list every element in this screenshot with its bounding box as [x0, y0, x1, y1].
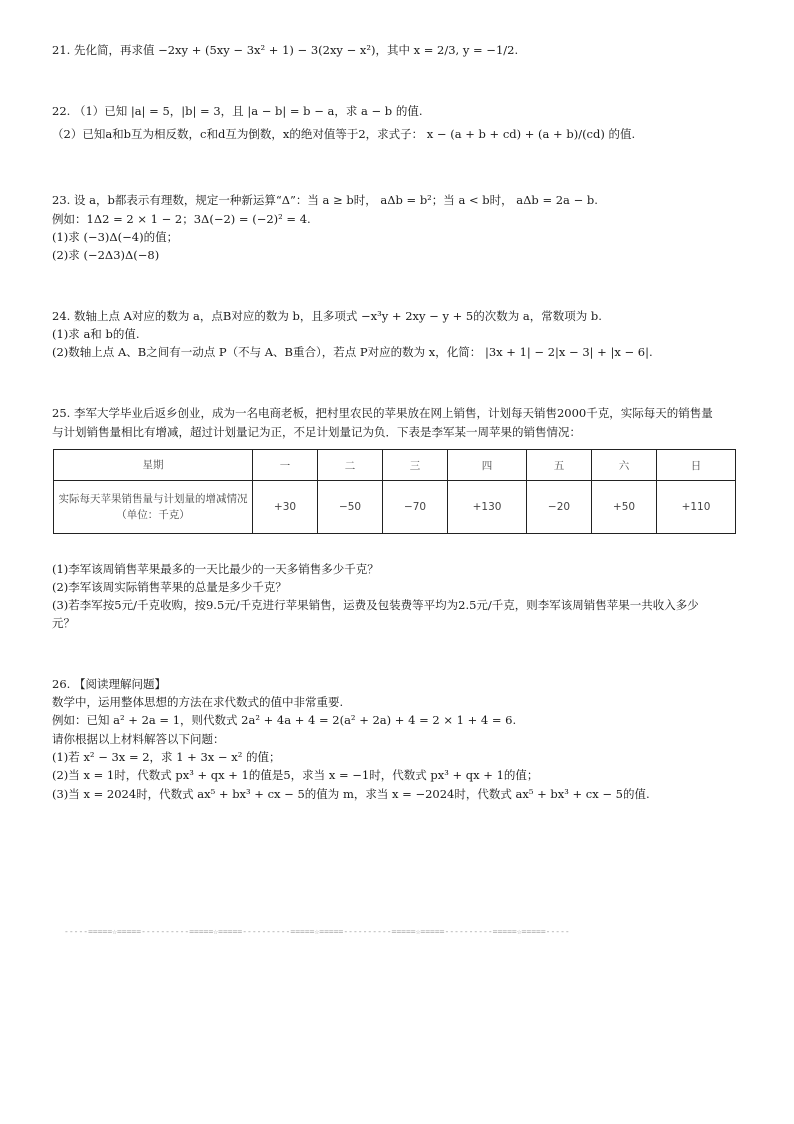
question-21: 21. 先化简，再求值 −2xy + (5xy − 3x² + 1) − 3(2xy − x²)，其中 x = 2/3, y = −1/2. [52, 43, 519, 57]
table-value-cell: +50 [592, 481, 657, 534]
question-23-example: 例如：1Δ2 = 2 × 1 − 2；3Δ(−2) = (−2)² = 4. [52, 212, 311, 226]
sales-table-header-row [54, 450, 736, 481]
question-26-title: 26. 【阅读理解问题】 [52, 677, 166, 691]
question-25-sub-2: (2)李军该周实际销售苹果的总量是多少千克？ [52, 580, 287, 594]
question-24-sub-2: (2)数轴上点 A、B之间有一动点 P（不与 A、B重合），若点 P对应的数为 x，化简： |3x + 1| − 2|x − 3| + |x − 6|. [52, 345, 653, 359]
question-25-intro-line-2: 与计划销售量相比有增减，超过计划量记为正，不足计划量记为负．下表是李军某一周苹果的销售情况： [52, 425, 581, 439]
question-25-intro-line-1: 25. 李军大学毕业后返乡创业，成为一名电商老板，把村里农民的苹果放在网上销售，计划每天销售2000千克，实际每天的销售量 [52, 406, 713, 420]
table-day-cell: 日 [657, 450, 736, 481]
sales-table-value-row [54, 481, 736, 534]
question-24-intro: 24. 数轴上点 A对应的数为 a，点B对应的数为 b，且多项式 −x³y + 2xy − y + 5的次数为 a，常数项为 b. [52, 309, 602, 323]
table-value-cell: −70 [383, 481, 448, 534]
question-25-sub-1: (1)李军该周销售苹果最多的一天比最少的一天多销售多少千克？ [52, 562, 379, 576]
question-23-intro: 23. 设 a，b都表示有理数，规定一种新运算“Δ”：当 a ≥ b时， aΔb = b²；当 a < b时， aΔb = 2a − b. [52, 193, 598, 207]
table-value-cell: −50 [318, 481, 383, 534]
table-value-cell: +30 [253, 481, 318, 534]
question-24-sub-1: (1)求 a和 b的值. [52, 327, 140, 341]
question-26-prompt: 请你根据以上材料解答以下问题： [52, 732, 225, 746]
table-header-label: 星期 [54, 450, 253, 481]
question-22-part-1: 22. （1）已知 |a| = 5，|b| = 3，且 |a − b| = b − a，求 a − b 的值. [52, 104, 423, 118]
table-row-label: 实际每天苹果销售量与计划量的增减情况（单位：千克） [54, 481, 253, 534]
table-value-cell: +130 [448, 481, 527, 534]
question-26-intro: 数学中，运用整体思想的方法在求代数式的值中非常重要. [52, 695, 344, 709]
table-value-cell: −20 [526, 481, 591, 534]
question-26-example: 例如：已知 a² + 2a = 1，则代数式 2a² + 4a + 4 = 2(a² + 2a) + 4 = 2 × 1 + 4 = 6. [52, 713, 517, 727]
question-25-sub-3-line-1: (3)若李军按5元/千克收购，按9.5元/千克进行苹果销售，运费及包装费等平均为2.5元/千克，则李军该周销售苹果一共收入多少 [52, 598, 699, 612]
table-day-cell: 五 [526, 450, 591, 481]
table-day-cell: 六 [592, 450, 657, 481]
question-22-part-2: （2）已知a和b互为相反数，c和d互为倒数，x的绝对值等于2，求式子： x − (a + b + cd) + (a + b)/(cd) 的值. [52, 127, 636, 141]
question-25-sub-3-line-2: 元？ [52, 616, 75, 630]
table-day-cell: 一 [253, 450, 318, 481]
sales-table [53, 449, 736, 534]
question-23-sub-2: (2)求 (−2Δ3)Δ(−8) [52, 248, 160, 262]
table-day-cell: 二 [318, 450, 383, 481]
question-26-sub-2: (2)当 x = 1时，代数式 px³ + qx + 1的值是5，求当 x = −1时，代数式 px³ + qx + 1的值； [52, 768, 539, 782]
question-23-sub-1: (1)求 (−3)Δ(−4)的值； [52, 230, 179, 244]
table-day-cell: 四 [448, 450, 527, 481]
question-26-sub-1: (1)若 x² − 3x = 2，求 1 + 3x − x² 的值； [52, 750, 281, 764]
page-divider: -----=====☆=====----------=====☆=====----------=====☆=====----------=====☆=====----------=====☆=====----- [64, 927, 570, 936]
table-day-cell: 三 [383, 450, 448, 481]
table-value-cell: +110 [657, 481, 736, 534]
question-26-sub-3: (3)当 x = 2024时，代数式 ax⁵ + bx³ + cx − 5的值为 m，求当 x = −2024时，代数式 ax⁵ + bx³ + cx − 5的值. [52, 787, 650, 801]
